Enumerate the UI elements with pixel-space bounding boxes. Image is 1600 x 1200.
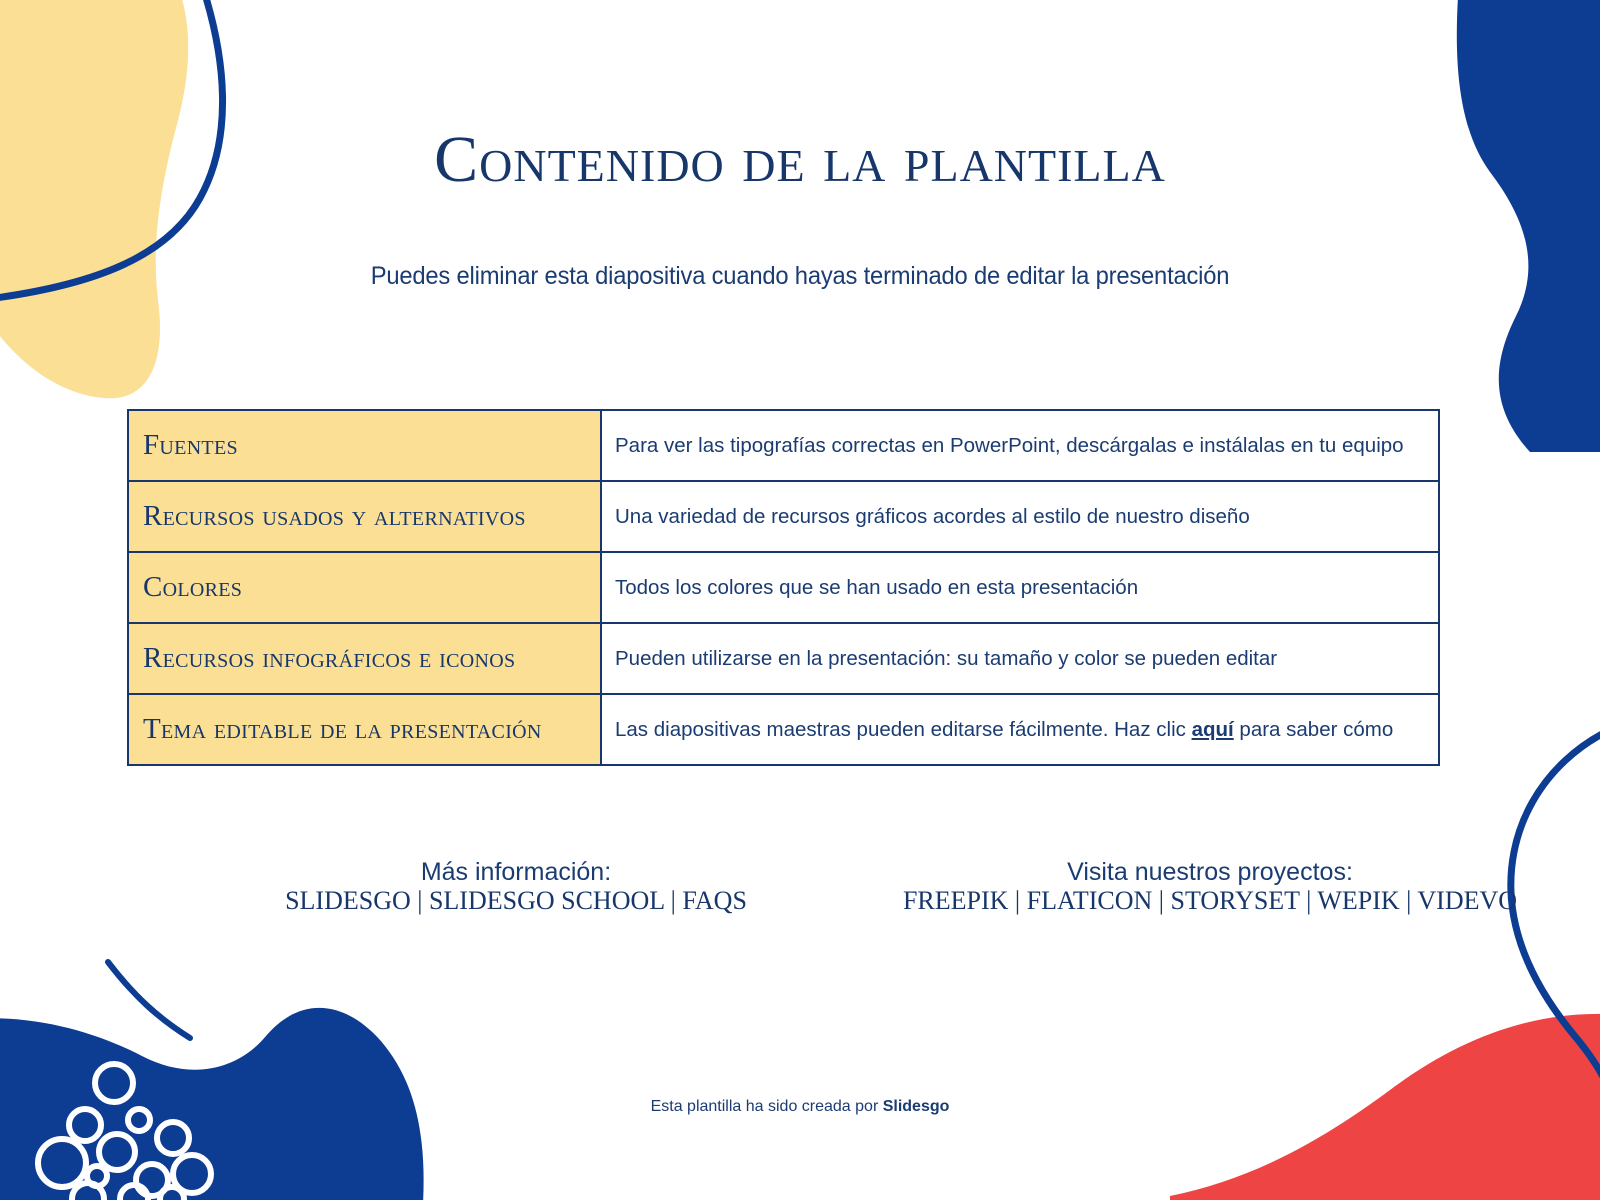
credit-prefix: Esta plantilla ha sido creada por [650, 1098, 883, 1115]
more-info-caption: Más información: [420, 858, 612, 886]
row-description-text: Las diapositivas maestras pueden editarse fácilmente. Haz clic [615, 717, 1192, 741]
blue-blob-top-right [1457, 0, 1600, 452]
yellow-blob-top-left [0, 0, 188, 398]
template-credit [0, 1098, 1600, 1116]
credit-brand-link[interactable]: Slidesgo [882, 1098, 950, 1115]
page-subtitle: Puedes eliminar esta diapositiva cuando hayas terminado de editar la presentación [370, 262, 1230, 290]
table-row [128, 552, 1439, 623]
row-description-text: Una variedad de recursos gráficos acordes al estilo de nuestro diseño [615, 504, 1250, 528]
row-description-text: Pueden utilizarse en la presentación: su tamaño y color se pueden editar [615, 646, 1278, 670]
table-row [128, 410, 1439, 481]
row-label: Recursos infográficos e iconos [128, 623, 601, 694]
blue-curve-bottom-right [1511, 714, 1600, 1200]
row-description [601, 410, 1439, 481]
blue-curve-bottom-left [108, 962, 190, 1038]
row-label: Fuentes [128, 410, 601, 481]
table-row [128, 623, 1439, 694]
more-info-group [186, 858, 846, 916]
row-description [601, 623, 1439, 694]
row-description-text: Todos los colores que se han usado en esta presentación [615, 575, 1139, 599]
our-projects-caption: Visita nuestros proyectos: [1067, 858, 1353, 886]
more-info-links[interactable]: SLIDESGO | SLIDESGO SCHOOL | FAQS [285, 886, 747, 915]
row-description [601, 694, 1439, 765]
row-description-text: Para ver las tipografías correctas en PowerPoint, descárgalas e instálalas en tu equipo [615, 433, 1404, 457]
row-label: Tema editable de la presentación [128, 694, 601, 765]
master-slides-help-link[interactable]: aquí [1191, 717, 1234, 741]
circle-cluster [38, 1064, 211, 1200]
table-row [128, 481, 1439, 552]
template-content-table [127, 409, 1440, 766]
our-projects-group [886, 858, 1534, 916]
row-description [601, 481, 1439, 552]
row-label: Recursos usados y alternativos [128, 481, 601, 552]
table-row [128, 694, 1439, 765]
row-description-tail: para saber cómo [1233, 717, 1394, 741]
our-projects-links[interactable]: FREEPIK | FLATICON | STORYSET | WEPIK | VIDEVO [902, 886, 1518, 915]
page-title: Contenido de la plantilla [434, 123, 1166, 196]
row-label: Colores [128, 552, 601, 623]
row-description [601, 552, 1439, 623]
